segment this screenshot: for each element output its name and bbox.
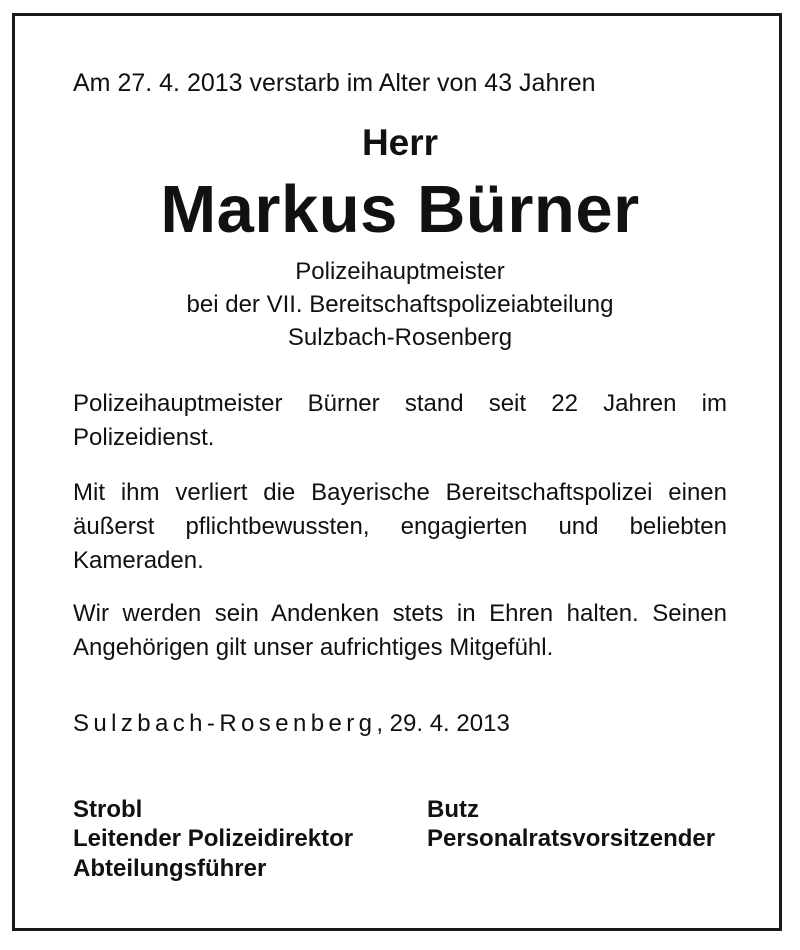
- signatory-left-title: Leitender Polizeidirektor: [73, 825, 354, 852]
- signatory-right-title: Personalratsvorsitzender: [427, 825, 716, 852]
- unit-line: bei der VII. Bereitschaftspolizeiabteilung: [186, 291, 614, 318]
- rank-line: Polizeihauptmeister: [295, 258, 505, 285]
- condolence-paragraph: Wir werden sein Andenken stets in Ehren halten. Seinen Angehörigen gilt unser aufrichtiges Mitgefühl.: [73, 600, 727, 661]
- salutation: Herr: [361, 122, 439, 163]
- deceased-name: Markus Bürner: [160, 172, 640, 247]
- place-date-line: [73, 707, 510, 741]
- date: , 29. 4. 2013: [376, 710, 510, 737]
- tribute-paragraph: Mit ihm verliert die Bayerische Bereitschaftspolizei einen äußerst pflichtbewussten, engagierten und beliebten Kameraden.: [73, 479, 727, 574]
- service-paragraph: Polizeihauptmeister Bürner stand seit 22 Jahren im Polizeidienst.: [73, 390, 727, 451]
- location-line: Sulzbach-Rosenberg: [287, 324, 513, 351]
- death-notice-intro: Am 27. 4. 2013 verstarb im Alter von 43 Jahren: [73, 69, 596, 97]
- signatory-left-role: Abteilungsführer: [73, 855, 267, 882]
- signatory-left-name: Strobl: [73, 796, 143, 823]
- signatory-right-name: Butz: [427, 796, 479, 823]
- place-name: Sulzbach-Rosenberg: [73, 710, 377, 737]
